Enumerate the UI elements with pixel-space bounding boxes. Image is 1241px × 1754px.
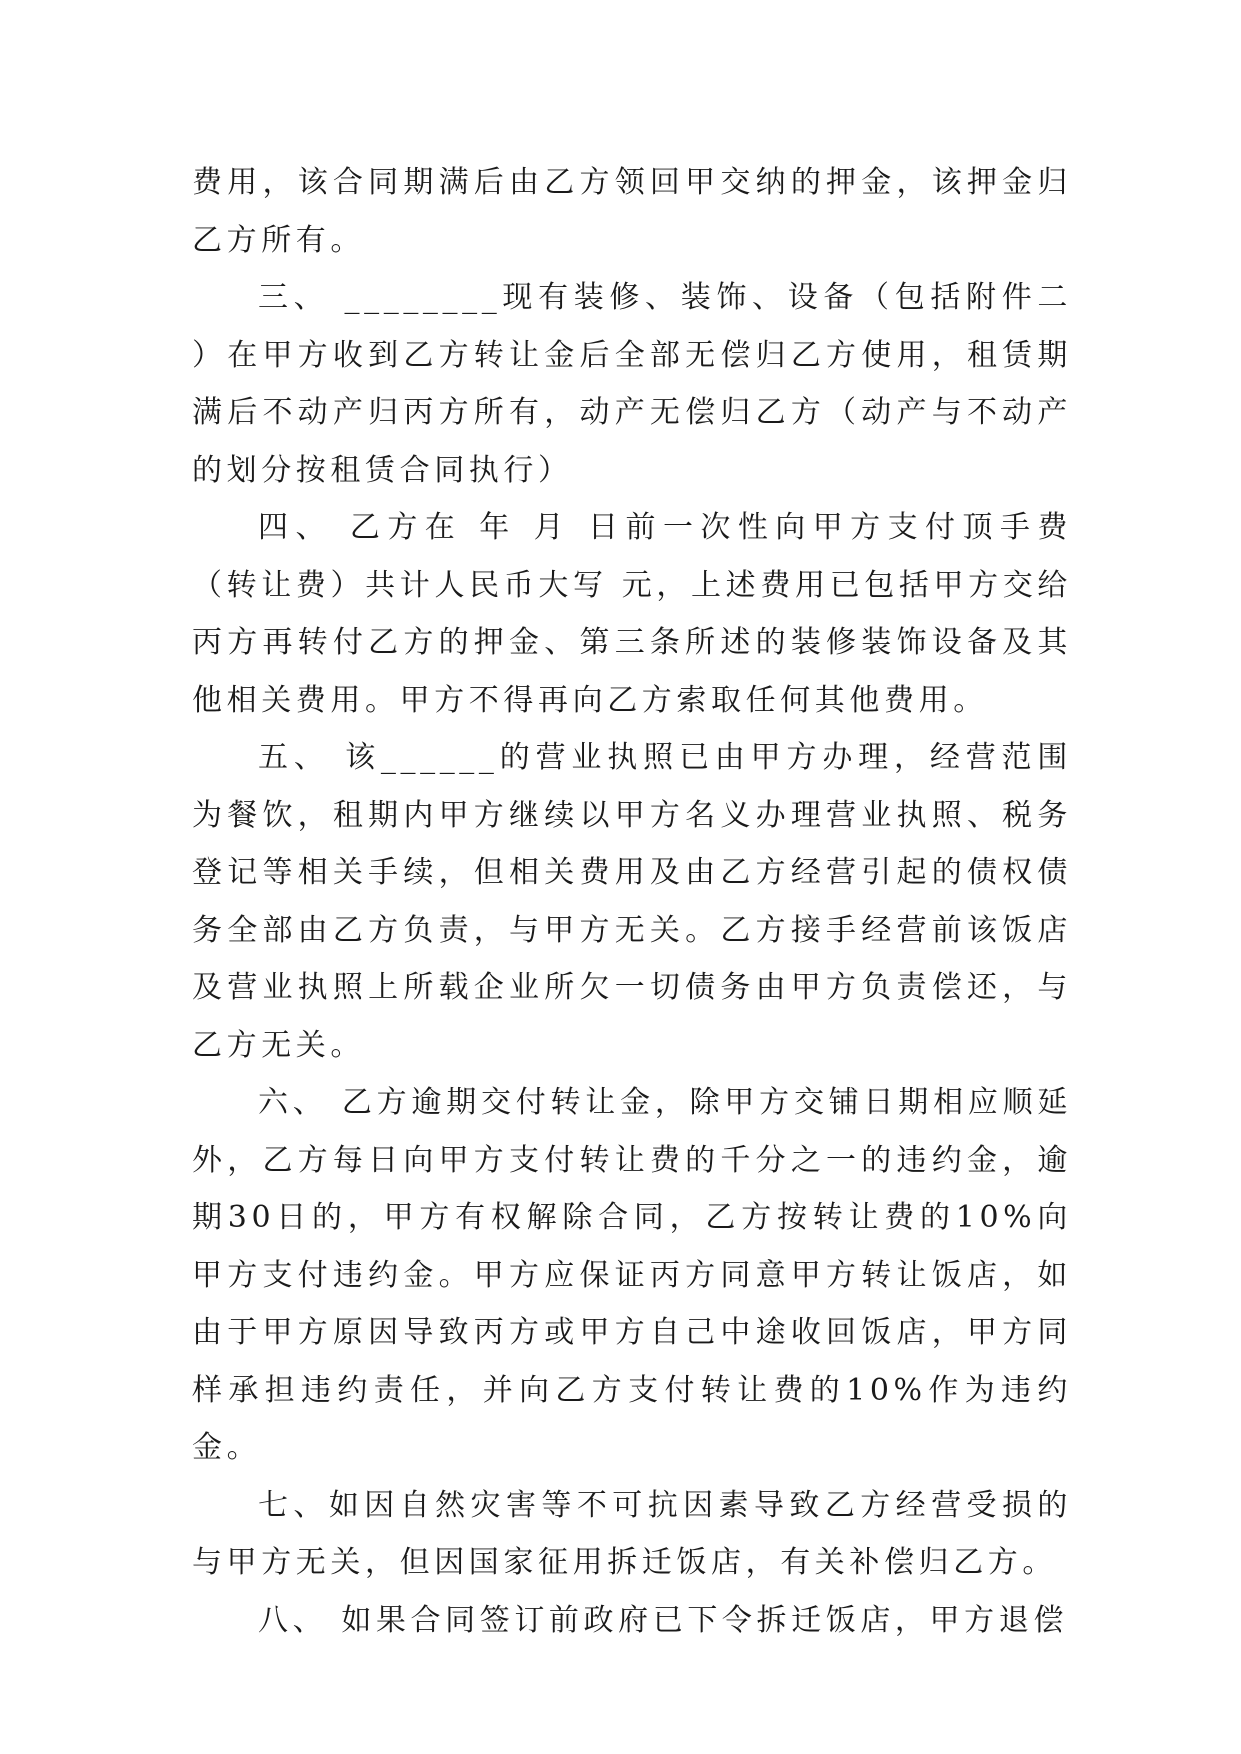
clause-7-force-majeure: 七、如因自然灾害等不可抗因素导致乙方经营受损的与甲方无关，但因国家征用拆迁饭店，有关补偿归乙方。	[192, 1487, 1072, 1580]
clause-4-transfer-fee: 四、 乙方在 年 月 日前一次性向甲方支付顶手费（转让费）共计人民币大写 元，上述费用已包括甲方交给丙方再转付乙方的押金、第三条所述的装修装饰设备及其他相关费用。甲方不得再向乙方索取任何其他费用。	[192, 510, 1072, 718]
document-body	[192, 154, 1087, 1649]
clause-3-decoration-equipment: 三、 ________现有装修、装饰、设备（包括附件二 ）在甲方收到乙方转让金后全部无偿归乙方使用，租赁期满后不动产归丙方所有，动产无偿归乙方（动产与不动产的划分按租赁合同执行）	[192, 280, 1087, 488]
clause-8-demolition: 八、 如果合同签订前政府已下令拆迁饭店，甲方退偿	[258, 1602, 1068, 1638]
clause-6-late-payment-penalty: 六、 乙方逾期交付转让金，除甲方交铺日期相应顺延外，乙方每日向甲方支付转让费的千分之一的违约金，逾期30日的，甲方有权解除合同，乙方按转让费的10%向甲方支付违约金。甲方应保证丙方同意甲方转让饭店，如由于甲方原因导致丙方或甲方自己中途收回饭店，甲方同样承担违约责任，并向乙方支付转让费的10%作为违约金。	[192, 1085, 1072, 1465]
paragraph-deposit-continued: 费用，该合同期满后由乙方领回甲交纳的押金，该押金归乙方所有。	[192, 165, 1072, 258]
clause-5-business-license: 五、 该______的营业执照已由甲方办理，经营范围为餐饮，租期内甲方继续以甲方名义办理营业执照、税务登记等相关手续，但相关费用及由乙方经营引起的债权债务全部由乙方负责，与甲方无关。乙方接手经营前该饭店及营业执照上所载企业所欠一切债务由甲方负责偿还，与乙方无关。	[192, 740, 1072, 1063]
